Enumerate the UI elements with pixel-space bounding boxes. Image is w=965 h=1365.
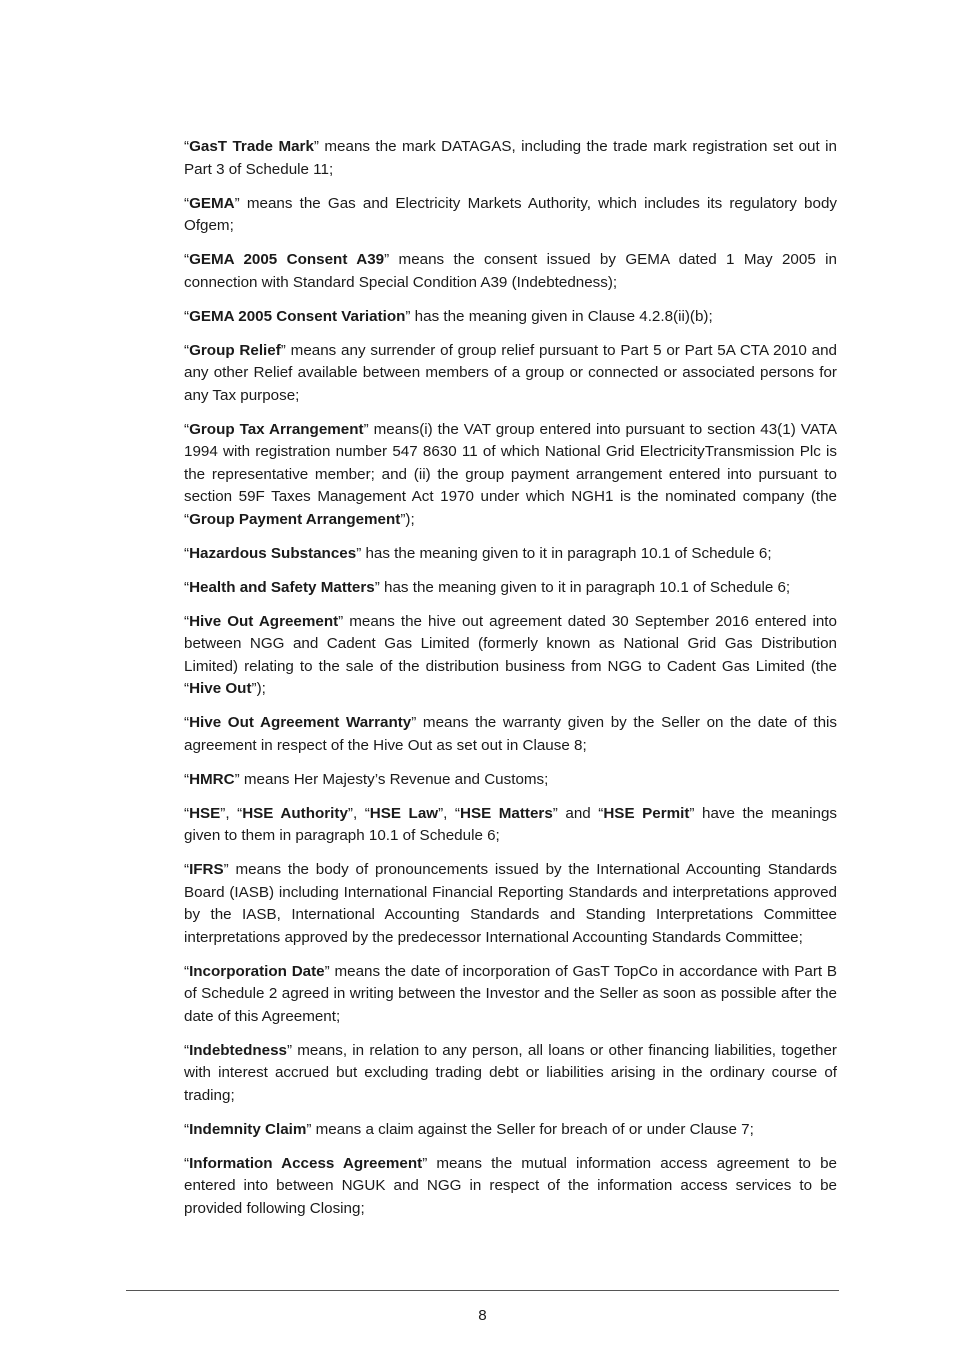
defined-term: Group Relief <box>189 341 281 359</box>
defined-term: Hive Out Agreement Warranty <box>189 714 412 731</box>
definition-text: “ <box>184 1154 190 1172</box>
definition-indebtedness <box>184 1040 837 1108</box>
defined-term: HSE Matters <box>459 804 553 822</box>
defined-term: Indemnity Claim <box>189 1120 307 1138</box>
definition-text: “ <box>184 578 190 596</box>
definition-group-relief <box>184 340 837 408</box>
definition-text: ” has the meaning given in Clause 4.2.8(ii)(b); <box>405 307 713 325</box>
definition-text: “ <box>184 194 190 212</box>
defined-term: Group Tax Arrangement <box>189 420 364 438</box>
defined-term: GEMA <box>189 194 235 212</box>
definition-ifrs <box>184 859 837 949</box>
definition-text: ”, “ <box>347 804 370 822</box>
definition-text: “ <box>184 804 190 822</box>
definition-text: ”, “ <box>220 804 243 822</box>
definition-group-tax-arrangement <box>184 419 837 532</box>
definition-text: ” means the Gas and Electricity Markets Authority, which includes its regulatory body Ofgem; <box>184 194 837 234</box>
definition-text: ” means(i) the VAT group entered into pursuant to section 43(1) VATA 1994 with registration number 547 8630 11 of which National Grid ElectricityTransmission Plc is the representative member; and (ii) the group payment arrangement entered into pursuant to section 59F Taxes Management Act 1970 under which NGH1 is the nominated company (the “ <box>184 420 838 528</box>
definition-text: ”); <box>400 510 415 528</box>
definition-text: ” means, in relation to any person, all loans or other financing liabilities, together with interest accrued but excluding trading debt or liabilities arising in the ordinary course of trading; <box>184 1041 837 1104</box>
page-number: 8 <box>478 1307 487 1324</box>
definition-incorporation-date <box>184 961 837 1029</box>
definition-gema <box>184 193 837 238</box>
definition-hive-out-agreement-warranty <box>184 712 837 757</box>
definition-text: “ <box>184 251 190 268</box>
definition-text: ” means the body of pronouncements issued by the International Accounting Standards Board (IASB) including International Financial Reporting Standards and interpretations approved by the IASB, International Accounting Standards and Standing Interpretations Committee interpretations approved by the predecessor International Accounting Standards Committee; <box>184 861 837 946</box>
definition-gast-trade-mark <box>184 136 837 181</box>
footer-divider <box>126 1290 839 1291</box>
definition-health-and-safety-matters <box>184 577 837 600</box>
definition-text: ” means Her Majesty’s Revenue and Customs; <box>234 770 549 788</box>
definition-text: ” have the meanings given to them in paragraph 10.1 of Schedule 6; <box>184 804 837 844</box>
definition-text: ” means the mark DATAGAS, including the trade mark registration set out in Part 3 of Schedule 11; <box>184 138 837 178</box>
definition-gema-2005-consent-a39 <box>184 249 837 294</box>
defined-term: HSE Authority <box>242 804 348 822</box>
definition-text: ”, “ <box>438 804 460 822</box>
definition-text: ” means any surrender of group relief pursuant to Part 5 or Part 5A CTA 2010 and any other Relief available between members of a group or connected or associated persons for any Tax purpose; <box>184 341 837 404</box>
definition-text: ” means the mutual information access agreement to be entered into between NGUK and NGG in respect of the information access services to be provided following Closing; <box>184 1154 837 1217</box>
defined-term: Information Access Agreement <box>189 1154 423 1172</box>
defined-term: Hive Out Agreement <box>189 612 339 630</box>
definition-text: ” means the hive out agreement dated 30 September 2016 entered into between NGG and Cadent Gas Limited (formerly known as National Grid Gas Distribution Limited) relating to the sale of the distribution business from NGG to Cadent Gas Limited (the “ <box>184 612 837 697</box>
definition-text: “ <box>184 544 190 562</box>
definition-text: “ <box>184 138 190 155</box>
definition-text: “ <box>184 962 190 980</box>
definition-hazardous-substances <box>184 543 837 566</box>
definition-text: “ <box>184 612 190 630</box>
definition-text: “ <box>184 714 190 731</box>
defined-term: GasT Trade Mark <box>189 138 314 155</box>
definition-text: ” and “ <box>552 804 604 822</box>
definition-gema-2005-consent-variation <box>184 306 837 329</box>
definition-text: ” means the consent issued by GEMA dated 1 May 2005 in connection with Standard Special Condition A39 (Indebtedness); <box>184 251 837 291</box>
defined-term: HSE <box>189 804 221 822</box>
defined-term: HSE Permit <box>603 804 690 822</box>
definition-text: “ <box>184 307 190 325</box>
defined-term: Incorporation Date <box>189 962 325 980</box>
definition-text: ” means the date of incorporation of GasT TopCo in accordance with Part B of Schedule 2 agreed in writing between the Investor and the Seller as soon as possible after the date of this Agreement; <box>184 962 837 1025</box>
definition-text: “ <box>184 861 190 878</box>
definition-text: “ <box>184 1120 190 1138</box>
definition-hmrc <box>184 769 837 792</box>
definition-information-access-agreement <box>184 1153 837 1221</box>
defined-term: Group Payment Arrangement <box>189 510 401 528</box>
definition-hse <box>184 803 837 848</box>
definition-indemnity-claim <box>184 1119 837 1142</box>
definition-hive-out-agreement <box>184 611 837 701</box>
definition-text: “ <box>184 420 190 438</box>
definition-text: ” means a claim against the Seller for breach of or under Clause 7; <box>306 1120 754 1138</box>
definition-text: ” has the meaning given to it in paragraph 10.1 of Schedule 6; <box>374 578 791 596</box>
defined-term: HSE Law <box>369 804 439 822</box>
definition-text: ”); <box>251 680 266 697</box>
definition-text: “ <box>184 1041 190 1059</box>
defined-term: GEMA 2005 Consent A39 <box>189 251 385 268</box>
definitions-list <box>184 136 837 1232</box>
defined-term: GEMA 2005 Consent Variation <box>189 307 406 325</box>
defined-term: HMRC <box>189 770 235 788</box>
defined-term: Hive Out <box>189 680 252 697</box>
defined-term: Indebtedness <box>189 1041 287 1059</box>
defined-term: IFRS <box>189 861 224 878</box>
definition-text: ” has the meaning given to it in paragraph 10.1 of Schedule 6; <box>356 544 772 562</box>
definition-text: “ <box>184 341 190 359</box>
defined-term: Hazardous Substances <box>189 544 357 562</box>
definition-text: “ <box>184 770 190 788</box>
definition-text: ” means the warranty given by the Seller on the date of this agreement in respect of the Hive Out as set out in Clause 8; <box>184 714 837 754</box>
defined-term: Health and Safety Matters <box>189 578 375 596</box>
